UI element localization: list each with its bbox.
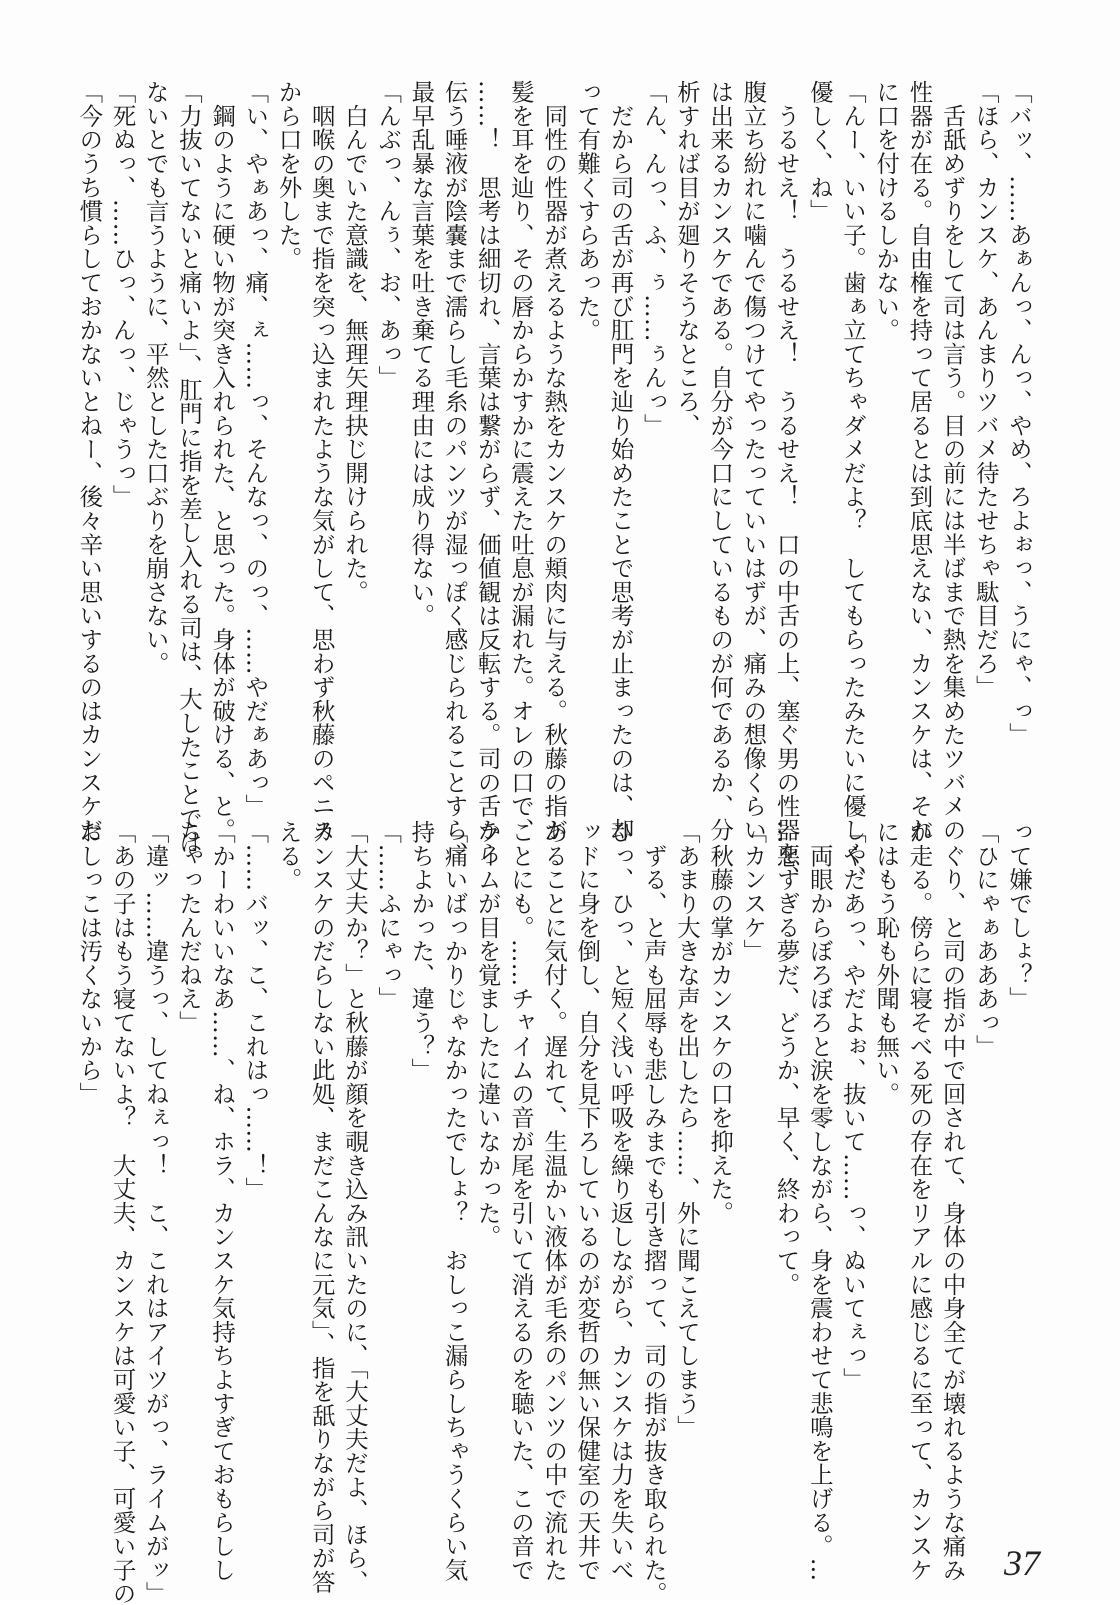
text-column: が走る。傍らに寝そべる死の存在をリアルに感じるに至って、カンスケ (905, 820, 934, 1582)
text-block-upper (75, 80, 1035, 890)
text-column: 「あまり大きな声を出したら……、外に聞こえてしまう」 (672, 820, 701, 1439)
text-column: にはもう恥も外聞も無い。 (872, 820, 901, 1106)
text-column: 秋藤の掌がカンスケの口を抑えた。 (706, 820, 735, 1225)
text-column: 「ん、んっ、ふ、ぅ……ぅんっ」 (639, 80, 668, 437)
text-column: に口を付けるしかない。 (872, 80, 901, 342)
text-column: 同性の性器が煮えるような熱をカンスケの頬肉に与える。秋藤の指が (540, 80, 569, 842)
text-column: ぐり、と司の指が中で回されて、身体の中身全てが壊れるような痛み (938, 820, 967, 1582)
text-column: って有難くすらあった。 (573, 80, 602, 342)
text-column: あることに気付く。遅れて、生温かい液体が毛糸のパンツの中で流れた (540, 820, 569, 1582)
text-column: ひっ、ひっ、と短く浅い呼吸を繰り返しながら、カンスケは力を失いべ (606, 820, 635, 1582)
text-column: カンスケのだらしない此処、まだこんなに元気」、指を舐りながら司が答 (307, 820, 336, 1594)
text-column: は出来るカンスケである。自分が今口にしているものが何であるか、分 (706, 80, 735, 842)
text-column: 鋼のように硬い物が突き入れられた、と思った。身体が破ける、と。 (208, 80, 237, 842)
text-column: 「……バッ、こ、これはっ……！」 (241, 820, 270, 1201)
text-column: ないとでも言うように、平然とした口ぶりを崩さない。 (141, 80, 170, 675)
text-column: 析すれば目が廻りそうなところ、 (672, 80, 701, 437)
page-number: 37 (1004, 1543, 1040, 1583)
text-column: 最早乱暴な言葉を吐き棄てる理由には成り得ない。 (407, 80, 436, 628)
text-column: 「力抜いてないと痛いよ」、肛門に指を差し入れる司は、大したことでは (174, 80, 203, 854)
text-column: 「カンスケ」 (739, 820, 768, 963)
text-column: 「今のうち慣らしておかないとねー、後々辛い思いするのはカンスケだ (75, 80, 104, 842)
text-column: って嫌でしょ？」 (1005, 820, 1033, 1011)
text-column: 「んぶっ、んぅ、お、あっ」 (374, 80, 403, 390)
text-column: 髪を耳を辿り、その唇からかすかに震えた吐息が漏れた。オレの口で、 (506, 80, 535, 842)
text-column: 優しく、ね」 (805, 80, 834, 223)
text-column: 両眼からぼろぼろと涙を零しながら、身を震わせて悲鳴を上げる。… (805, 820, 834, 1582)
text-column: 伝う唾液が陰嚢まで濡らし毛糸のパンツが湿っぽく感じられることすら、 (440, 80, 469, 866)
text-column: から口を外した。 (274, 80, 303, 271)
text-column: おしっこは汚くないから」 (75, 820, 104, 1106)
text-column: うるせえ！ うるせえ！ うるせえ！ 口の中舌の上、塞ぐ男の性器を、 (772, 80, 801, 890)
text-column: ……！ 思考は細切れ、言葉は繋がらず、価値観は反転する。司の舌から (473, 80, 502, 866)
text-column: だから司の舌が再び肛門を辿り始めたことで思考が止まったのは、却 (606, 80, 635, 842)
text-column: 腹立ち紛れに噛んで傷つけてやったっていいはずが、痛みの想像くらい (739, 80, 768, 842)
text-column: ちゃったんだねえ」 (174, 820, 203, 1035)
text-column: 「痛いばっかりじゃなかったでしょ？ おしっこ漏らしちゃうくらい気 (440, 820, 469, 1582)
text-column: 咽喉の奥まで指を突っ込まれたような気がして、思わず秋藤のペニス (307, 80, 336, 842)
text-column: ライムが目を覚ましたに違いなかった。 (473, 820, 502, 1249)
text-column: 「あの子はもう寝てないよ？ 大丈夫、カンスケは可愛い子、可愛い子の (108, 820, 137, 1605)
text-column: 性器が在る。自由権を持って居るとは到底思えない、カンスケは、それ (905, 80, 934, 842)
text-column: 白んでいた意識を、無理矢理抉じ開けられた。 (340, 80, 369, 604)
text-column: …悪すぎる夢だ、どうか、早く、終わって。 (772, 820, 801, 1296)
text-column: ッドに身を倒し、自分を見下ろしているのが変哲の無い保健室の天井で (573, 820, 602, 1582)
text-column: える。 (274, 820, 303, 892)
text-column: 「やだあっ、やだよぉ、抜いて……っ、ぬいてぇっ」 (838, 820, 867, 1392)
text-column: 「バッ、……あぁんっ、んっ、やめ、ろよぉっ、うにゃ、っ」 (1005, 80, 1033, 747)
text-column: 「違ッ……違うっ、してねぇっ！ こ、これはアイツがっ、ライムがッ」 (141, 820, 170, 1605)
text-column: 「……ふにゃっ」 (374, 820, 403, 1011)
text-column: ずる、と声も屈辱も悲しみまでも引き摺って、司の指が抜き取られた。 (639, 820, 668, 1605)
text-column: 「死ぬっ、……ひっ、んっ、じゃうっ」 (108, 80, 137, 509)
text-column: 「大丈夫か？」と秋藤が顔を覗き込み訊いたのに、「大丈夫だよ、ほら、 (340, 820, 369, 1594)
text-column: 「んー、いい子。歯ぁ立てちゃダメだよ？ してもらったみたいに優しく、 (838, 80, 867, 890)
text-column: 「ひにゃぁあああっ」 (971, 820, 1000, 1058)
text-column: ことにも。……チャイムの音が尾を引いて消えるのを聴いた、この音で (506, 820, 535, 1582)
text-column: 持ちよかった、違う？」 (407, 820, 436, 1082)
text-column: 「かーわいいなあ……、ね、ホラ、カンスケ気持ちよすぎておもらしし (208, 820, 237, 1582)
text-column: 「ほら、カンスケ、あんまりツバメ待たせちゃ駄目だろ」 (971, 80, 1000, 699)
text-column: 舌舐めずりをして司は言う。目の前には半ばまで熱を集めたツバメの (938, 80, 967, 842)
text-column: 「い、やぁあっ、痛、ぇ……っ、そんなっ、のっ、……やだぁあっ」 (241, 80, 270, 818)
